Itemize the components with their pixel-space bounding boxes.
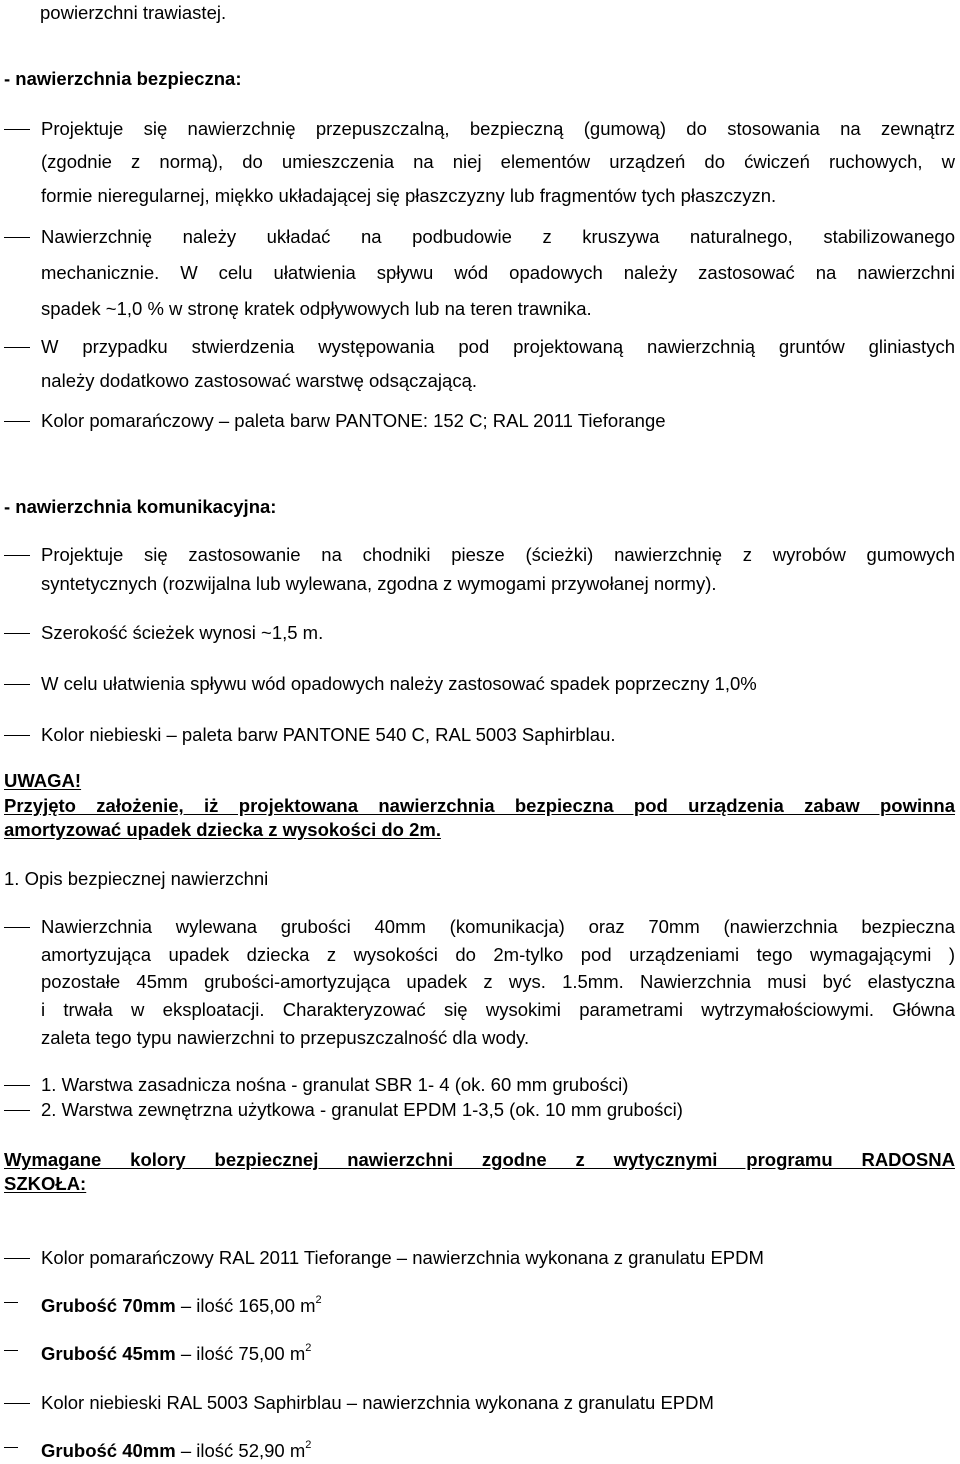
section-heading: SZKOŁA: <box>4 1173 87 1194</box>
text-line: Kolor niebieski – paleta barw PANTONE 540 C, RAL 5003 Saphirblau. <box>41 724 616 745</box>
text-line: amortyzująca upadek dziecka z wysokości do 2m-tylko pod urządzeniami tego wymagającymi ) <box>41 944 955 965</box>
quantity-text: – ilość 165,00 m <box>175 1295 316 1316</box>
thickness-label: Grubość 70mm <box>41 1295 176 1316</box>
bullet-dash <box>4 1302 18 1303</box>
thickness-label: Grubość 45mm <box>41 1343 176 1364</box>
text-line: Szerokość ścieżek wynosi ~1,5 m. <box>41 622 324 643</box>
text-line: Projektuje się zastosowanie na chodniki piesze (ścieżki) nawierzchnię z wyrobów gumowych <box>41 544 955 565</box>
text-line: (zgodnie z normą), do umieszczenia na niej elementów urządzeń do ćwiczeń ruchowych, w <box>41 151 955 172</box>
warning-text: Przyjęto założenie, iż projektowana nawierzchnia bezpieczna pod urządzenia zabaw powinna <box>4 795 955 816</box>
bullet-dash <box>4 347 30 348</box>
bullet-dash <box>4 1403 30 1404</box>
section-heading: - nawierzchnia komunikacyjna: <box>4 496 277 517</box>
unit-exponent: 2 <box>315 1294 322 1306</box>
unit-exponent: 2 <box>305 1342 312 1354</box>
bullet-dash <box>4 421 30 422</box>
bullet-dash <box>4 633 30 634</box>
text-line: spadek ~1,0 % w stronę kratek odpływowych lub na teren trawnika. <box>41 298 592 319</box>
text-line: syntetycznych (rozwijalna lub wylewana, zgodna z wymogami przywołanej normy). <box>41 573 717 594</box>
section-heading: Wymagane kolory bezpiecznej nawierzchni zgodne z wytycznymi programu RADOSNA <box>4 1149 955 1170</box>
unit-exponent: 2 <box>305 1439 312 1451</box>
list-item <box>41 1343 311 1365</box>
text-line: W przypadku stwierdzenia występowania pod projektowaną nawierzchnią gruntów gliniastych <box>41 336 955 357</box>
text-line: powierzchni trawiastej. <box>40 2 227 23</box>
bullet-dash <box>4 927 30 928</box>
bullet-dash <box>4 1447 18 1448</box>
thickness-label: Grubość 40mm <box>41 1440 176 1461</box>
text-line: 1. Warstwa zasadnicza nośna - granulat SBR 1- 4 (ok. 60 mm grubości) <box>41 1074 629 1095</box>
bullet-dash <box>4 735 30 736</box>
bullet-dash <box>4 684 30 685</box>
text-line: i trwała w eksploatacji. Charakteryzować się wysokimi parametrami wytrzymałościowymi. Główna <box>41 999 955 1020</box>
text-line: Kolor pomarańczowy – paleta barw PANTONE: 152 C; RAL 2011 Tieforange <box>41 410 666 431</box>
text-line: formie nieregularnej, miękko układającej się płaszczyzny lub fragmentów tych płaszczyzn. <box>41 185 777 206</box>
text-line: pozostałe 45mm grubości-amortyzująca upadek z wys. 1.5mm. Nawierzchnia musi być elastyczna <box>41 971 955 992</box>
bullet-dash <box>4 555 30 556</box>
text-line: zaleta tego typu nawierzchni to przepuszczalność dla wody. <box>41 1027 530 1048</box>
text-line: Projektuje się nawierzchnię przepuszczalną, bezpieczną (gumową) do stosowania na zewnątrz <box>41 118 955 139</box>
text-line: mechanicznie. W celu ułatwienia spływu wód opadowych należy zastosować na nawierzchni <box>41 262 955 283</box>
warning-label: UWAGA! <box>4 770 82 791</box>
quantity-text: – ilość 52,90 m <box>175 1440 306 1461</box>
section-heading: - nawierzchnia bezpieczna: <box>4 68 242 89</box>
bullet-dash <box>4 129 30 130</box>
text-line: Nawierzchnię należy układać na podbudowie z kruszywa naturalnego, stabilizowanego <box>41 226 955 247</box>
list-item <box>41 1440 311 1462</box>
text-line: Nawierzchnia wylewana grubości 40mm (komunikacja) oraz 70mm (nawierzchnia bezpieczna <box>41 916 955 937</box>
bullet-dash <box>4 1110 30 1111</box>
bullet-dash <box>4 237 30 238</box>
bullet-dash <box>4 1085 30 1086</box>
quantity-text: – ilość 75,00 m <box>175 1343 306 1364</box>
warning-text: amortyzować upadek dziecka z wysokości do 2m. <box>4 819 441 840</box>
list-item: Kolor pomarańczowy RAL 2011 Tieforange – nawierzchnia wykonana z granulatu EPDM <box>41 1247 764 1268</box>
text-line: W celu ułatwienia spływu wód opadowych należy zastosować spadek poprzeczny 1,0% <box>41 673 757 694</box>
text-line: 2. Warstwa zewnętrzna użytkowa - granulat EPDM 1-3,5 (ok. 10 mm grubości) <box>41 1099 683 1120</box>
list-item <box>41 1295 322 1317</box>
bullet-dash <box>4 1258 30 1259</box>
list-item: Kolor niebieski RAL 5003 Saphirblau – nawierzchnia wykonana z granulatu EPDM <box>41 1392 714 1413</box>
section-heading: 1. Opis bezpiecznej nawierzchni <box>4 868 269 889</box>
text-line: należy dodatkowo zastosować warstwę odsączającą. <box>41 370 478 391</box>
bullet-dash <box>4 1350 18 1351</box>
